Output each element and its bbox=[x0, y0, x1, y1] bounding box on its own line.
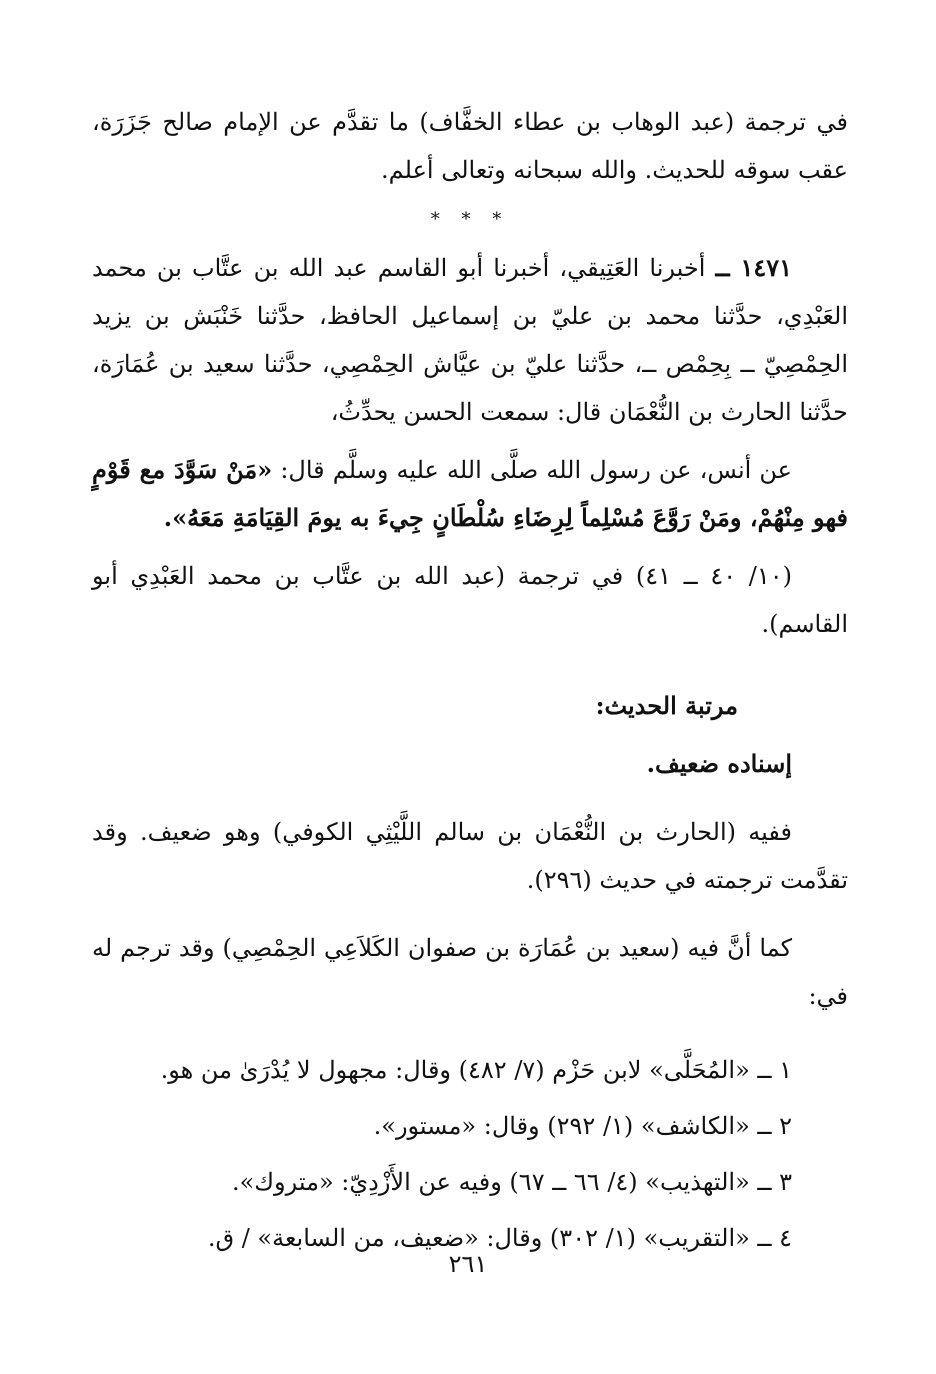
page-body bbox=[92, 98, 848, 1266]
reference-paragraph: (١٠/ ٤٠ ــ ٤١) في ترجمة (عبد الله بن عتَّاب بن محمد العَبْدِي أبو القاسم). bbox=[92, 562, 848, 638]
ruling-text: إسناده ضعيف. bbox=[646, 749, 792, 778]
section-heading: مرتبة الحديث: bbox=[595, 691, 738, 720]
matn-text: «مَنْ سَوَّدَ مع قَوْمٍ فهو مِنْهُمْ، ومَنْ رَوَّعَ مُسْلِماً لِرِضَاءِ سُلْطَانٍ جِيءَ به يومَ القِيَامَةِ مَعَهُ». bbox=[92, 455, 848, 532]
matn-intro: عن أنس، عن رسول الله صلَّى الله عليه وسلَّم قال: bbox=[280, 456, 793, 484]
weakness-paragraph-2: كما أنَّ فيه (سعيد بن عُمَارَة بن صفوان الكَلاَعِي الحِمْصِي) وقد ترجم له في: bbox=[92, 934, 848, 1010]
source-item-1: ١ ــ «المُحَلَّى» لابن حَزْم (٧/ ٤٨٢) وقال: مجهول لا يُدْرَىٰ من هو. bbox=[160, 1056, 792, 1084]
weakness-paragraph-1: ففيه (الحارث بن النُّعْمَان بن سالم اللَّيْثِي الكوفي) وهو ضعيف. وقد تقدَّمت ترجمته في حديث (٢٩٦). bbox=[92, 818, 848, 894]
isnad-text: أخبرنا العَتِيقي، أخبرنا أبو القاسم عبد الله بن عتَّاب بن محمد العَبْدِي، حدَّثنا محمد بن عليّ بن إسماعيل الحافظ، حدَّثنا خَنْبَش بن يزيد الحِمْصِيّ ــ بِحِمْص ــ، حدَّثنا عليّ بن عيَّاش الحِمْصِي، حدَّثنا سعيد بن عُمَارَة، حدَّثنا الحارث بن النُّعْمَان قال: سمعت الحسن يحدِّثُ، bbox=[92, 254, 848, 426]
source-item-2: ٢ ــ «الكاشف» (١/ ٢٩٢) وقال: «مستور». bbox=[373, 1112, 792, 1140]
page-number: ٢٦١ bbox=[448, 1250, 488, 1278]
hadith-number: ١٤٧١ ــ bbox=[715, 253, 792, 282]
isnad-paragraph bbox=[92, 244, 848, 436]
source-item-3: ٣ ــ «التهذيب» (٤/ ٦٦ ــ ٦٧) وفيه عن الأَزْدِيّ: «متروك». bbox=[231, 1168, 792, 1196]
source-item-4: ٤ ــ «التقريب» (١/ ٣٠٢) وقال: «ضعيف، من السابعة» / ق. bbox=[207, 1224, 792, 1252]
intro-paragraph: في ترجمة (عبد الوهاب بن عطاء الخفَّاف) ما تقدَّم عن الإمام صالح جَزَرَة، عقب سوقه للحديث. والله سبحانه وتعالى أعلم. bbox=[92, 108, 848, 184]
matn-paragraph bbox=[92, 446, 848, 542]
sources-list bbox=[92, 1042, 848, 1266]
section-separator: * * * bbox=[430, 209, 510, 230]
